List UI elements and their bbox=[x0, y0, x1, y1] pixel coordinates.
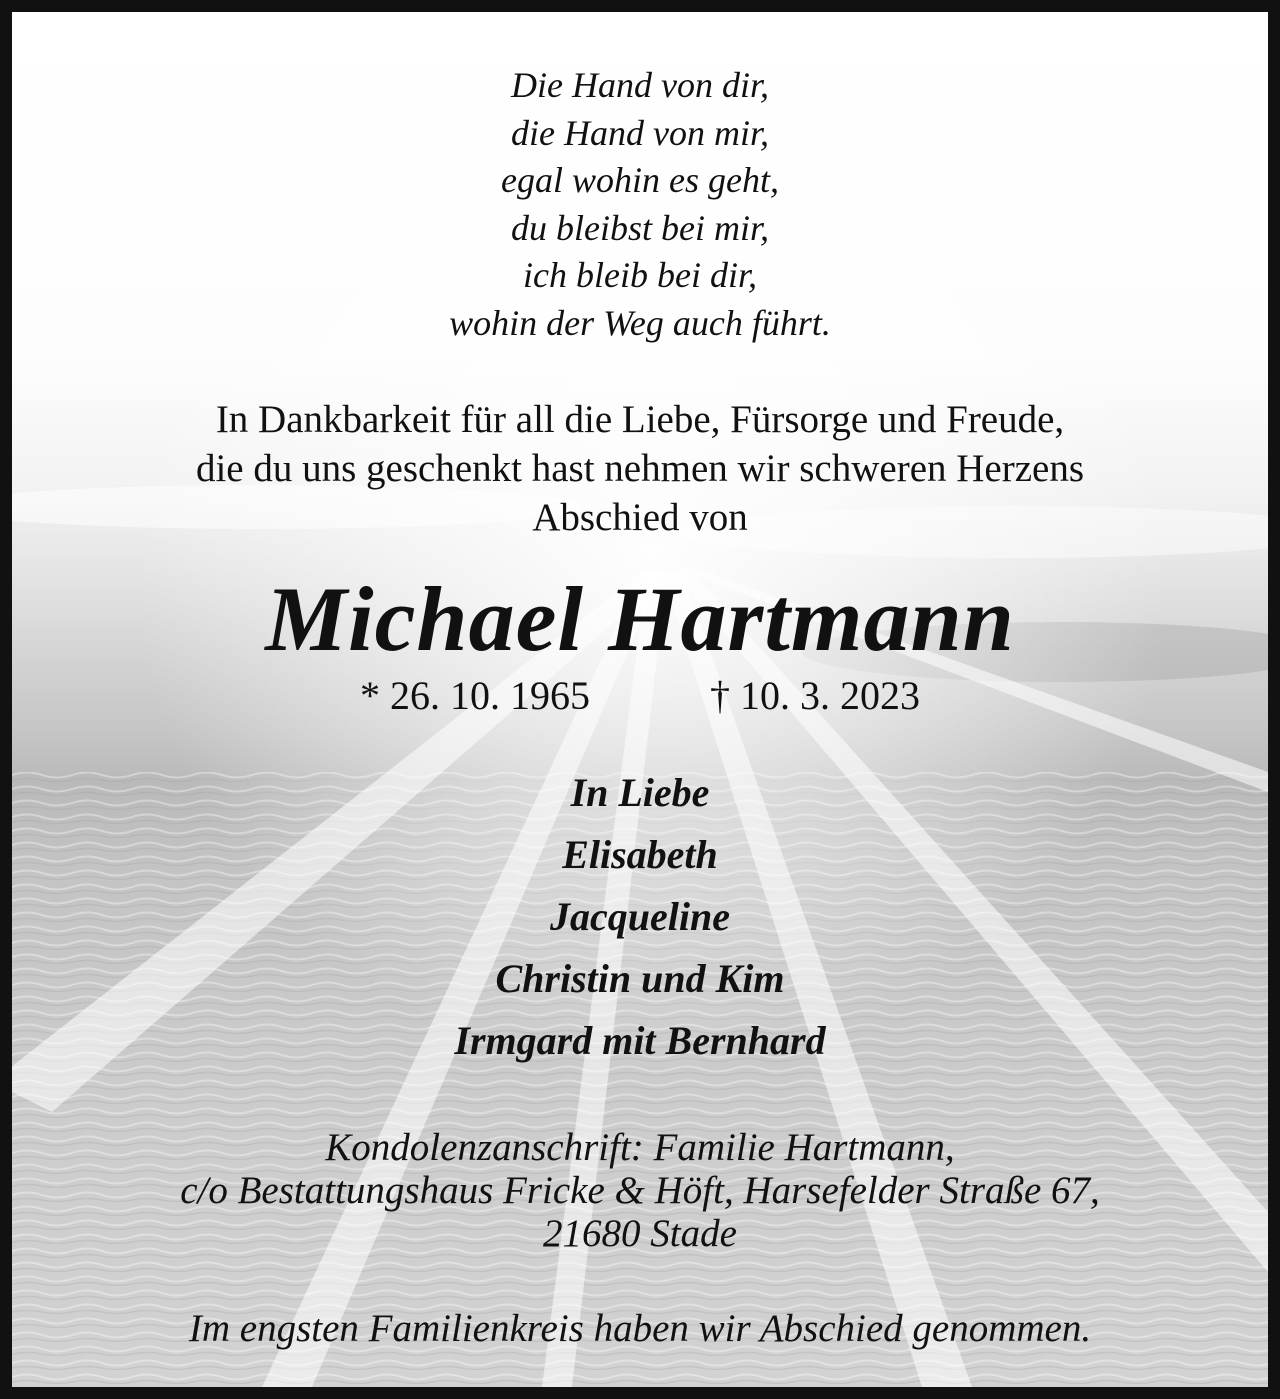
poem bbox=[12, 62, 1268, 347]
mourner-line: Irmgard mit Bernhard bbox=[454, 1018, 826, 1063]
closing-note: Im engsten Familienkreis haben wir Abschied genommen. bbox=[188, 1307, 1092, 1350]
deceased-name: Michael Hartmann bbox=[265, 568, 1015, 670]
condolence-line: c/o Bestattungshaus Fricke & Höft, Harsefelder Straße 67, bbox=[180, 1169, 1100, 1212]
poem-line: wohin der Weg auch führt. bbox=[449, 302, 831, 343]
condolence-line: 21680 Stade bbox=[543, 1212, 737, 1255]
mourner-line: In Liebe bbox=[570, 770, 710, 815]
poem-line: ich bleib bei dir, bbox=[523, 255, 757, 295]
condolence-line: Kondolenzanschrift: Familie Hartmann, bbox=[325, 1126, 955, 1169]
poem-line: Die Hand von dir, bbox=[511, 65, 769, 105]
mourner-line: Christin und Kim bbox=[495, 956, 785, 1001]
condolence-address bbox=[12, 1126, 1268, 1255]
poem-line: die Hand von mir, bbox=[511, 112, 769, 153]
poem-line: egal wohin es geht, bbox=[501, 160, 779, 200]
intro-text bbox=[12, 395, 1268, 542]
mourner-line: Elisabeth bbox=[562, 832, 718, 877]
mourner-line: Jacqueline bbox=[550, 894, 730, 939]
poem-line: du bleibst bei mir, bbox=[511, 207, 769, 248]
life-dates bbox=[12, 670, 1268, 722]
mourners-list bbox=[12, 762, 1268, 1072]
notice-content bbox=[12, 62, 1268, 1353]
intro-line: die du uns geschenkt hast nehmen wir schweren Herzens bbox=[195, 447, 1085, 490]
birth-date: * 26. 10. 1965 bbox=[360, 673, 590, 718]
intro-line: In Dankbarkeit für all die Liebe, Fürsorge und Freude, bbox=[215, 398, 1065, 441]
death-date: † 10. 3. 2023 bbox=[710, 673, 920, 718]
intro-line: Abschied von bbox=[532, 496, 748, 539]
